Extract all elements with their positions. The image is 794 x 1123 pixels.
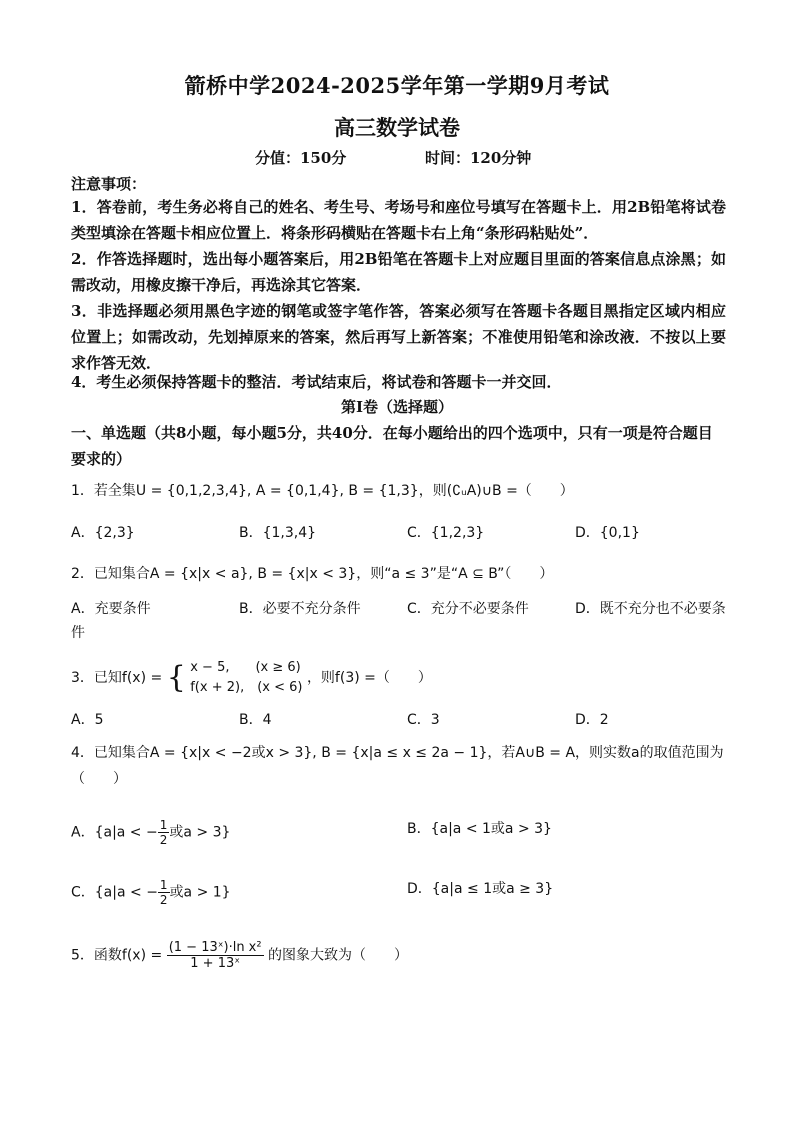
q3-prefix: 3．已知f(x) = [71, 670, 163, 686]
q4-option-c-post: 或a > 1} [169, 884, 231, 901]
q2-option-d: D．既不充分也不必要条 [575, 601, 726, 617]
q1-option-a: A．{2,3} [71, 525, 135, 541]
question-1-stem: 1．若全集U = {0,1,2,3,4}, A = {0,1,4}, B = {1,3}，则(∁ᵤA)∪B =（ ） [71, 483, 574, 499]
q5-fraction [167, 940, 264, 971]
q5-numerator: (1 − 13ˣ)·ln x² [168, 940, 262, 955]
question-4-stem: 4．已知集合A = {x|x < −2或x > 3}, B = {x|a ≤ x ≤ 2a − 1}，若A∪B = A，则实数a的取值范围为（ ） [71, 745, 724, 787]
q2-option-b: B．必要不充分条件 [239, 601, 361, 617]
time-label: 时间：120分钟 [425, 149, 532, 167]
q3-suffix: ，则f(3) =（ ） [306, 670, 432, 686]
q4-option-c-pre: C．{a|a < − [71, 884, 158, 901]
q4-option-d: D．{a|a ≤ 1或a ≥ 3} [407, 881, 554, 897]
q1-option-b: B．{1,3,4} [239, 525, 317, 541]
question-2-stem: 2．已知集合A = {x|x < a}, B = {x|x < 3}，则“a ≤ 3”是“A ⊆ B”（ ） [71, 566, 554, 582]
q4-option-a-pre: A．{a|a < − [71, 824, 158, 841]
q5-suffix: 的图象大致为（ ） [268, 947, 409, 964]
q3-option-a: A．5 [71, 712, 104, 728]
q3-option-d: D．2 [575, 712, 609, 728]
note-item-3: 3．非选择题必须用黑色字迹的钢笔或签字笔作答，答案必须写在答题卡各题目黑指定区域内相应位置上；如需改动，先划掉原来的答案，然后再写上新答案；不准使用铅笔和涂改液．不按以上要求作答无效． [71, 302, 726, 372]
note-item-1: 1．答卷前，考生务必将自己的姓名、考生号、考场号和座位号填写在答题卡上．用2B铅笔将试卷类型填涂在答题卡相应位置上．将条形码横贴在答题卡右上角“条形码粘贴处”． [71, 198, 726, 242]
q4-option-a [71, 818, 230, 847]
q5-prefix: 5．函数f(x) = [71, 947, 163, 964]
fraction-denominator: 2 [159, 833, 168, 847]
q2-option-c: C．充分不必要条件 [407, 601, 529, 617]
note-item-2: 2．作答选择题时，选出每小题答案后，用2B铅笔在答题卡上对应题目里面的答案信息点涂黑；如需改动，用橡皮擦干净后，再选涂其它答案． [71, 250, 726, 294]
note-item-4: 4．考生必须保持答题卡的整洁．考试结束后，将试卷和答题卡一并交回． [71, 373, 562, 391]
q4-option-b: B．{a|a < 1或a > 3} [407, 821, 552, 837]
q1-option-d: D．{0,1} [575, 525, 640, 541]
q1-option-c: C．{1,2,3} [407, 525, 485, 541]
notes-heading: 注意事项： [71, 175, 147, 193]
exam-subtitle: 高三数学试卷 [334, 115, 460, 140]
exam-title: 箭桥中学2024-2025学年第一学期9月考试 [184, 73, 610, 98]
score-label: 分值：150分 [255, 149, 347, 167]
question-5-stem [71, 940, 731, 971]
fraction-numerator: 1 [159, 878, 168, 892]
part-heading: 一、单选题（共8小题，每小题5分，共40分．在每小题给出的四个选项中，只有一项是符合题目要求的） [71, 424, 713, 468]
q4-option-c [71, 878, 231, 907]
piecewise-brace-icon: { [166, 660, 186, 695]
q4-option-c-fraction [158, 878, 170, 907]
question-3-stem [71, 658, 731, 698]
q4-option-a-post: 或a > 3} [169, 824, 231, 841]
q3-case-1: x − 5, (x ≥ 6) [190, 660, 301, 675]
section-heading: 第Ⅰ卷（选择题） [340, 398, 454, 416]
q2-option-d-wrap: 件 [71, 625, 85, 641]
fraction-denominator: 2 [159, 893, 168, 907]
q3-case-2: f(x + 2), (x < 6) [190, 680, 303, 695]
q4-option-a-fraction [158, 818, 170, 847]
q3-piecewise [190, 658, 302, 698]
fraction-numerator: 1 [159, 818, 168, 832]
q3-option-c: C．3 [407, 712, 440, 728]
q2-option-a: A．充要条件 [71, 601, 151, 617]
q5-denominator: 1 + 13ˣ [190, 956, 241, 971]
q3-option-b: B．4 [239, 712, 272, 728]
